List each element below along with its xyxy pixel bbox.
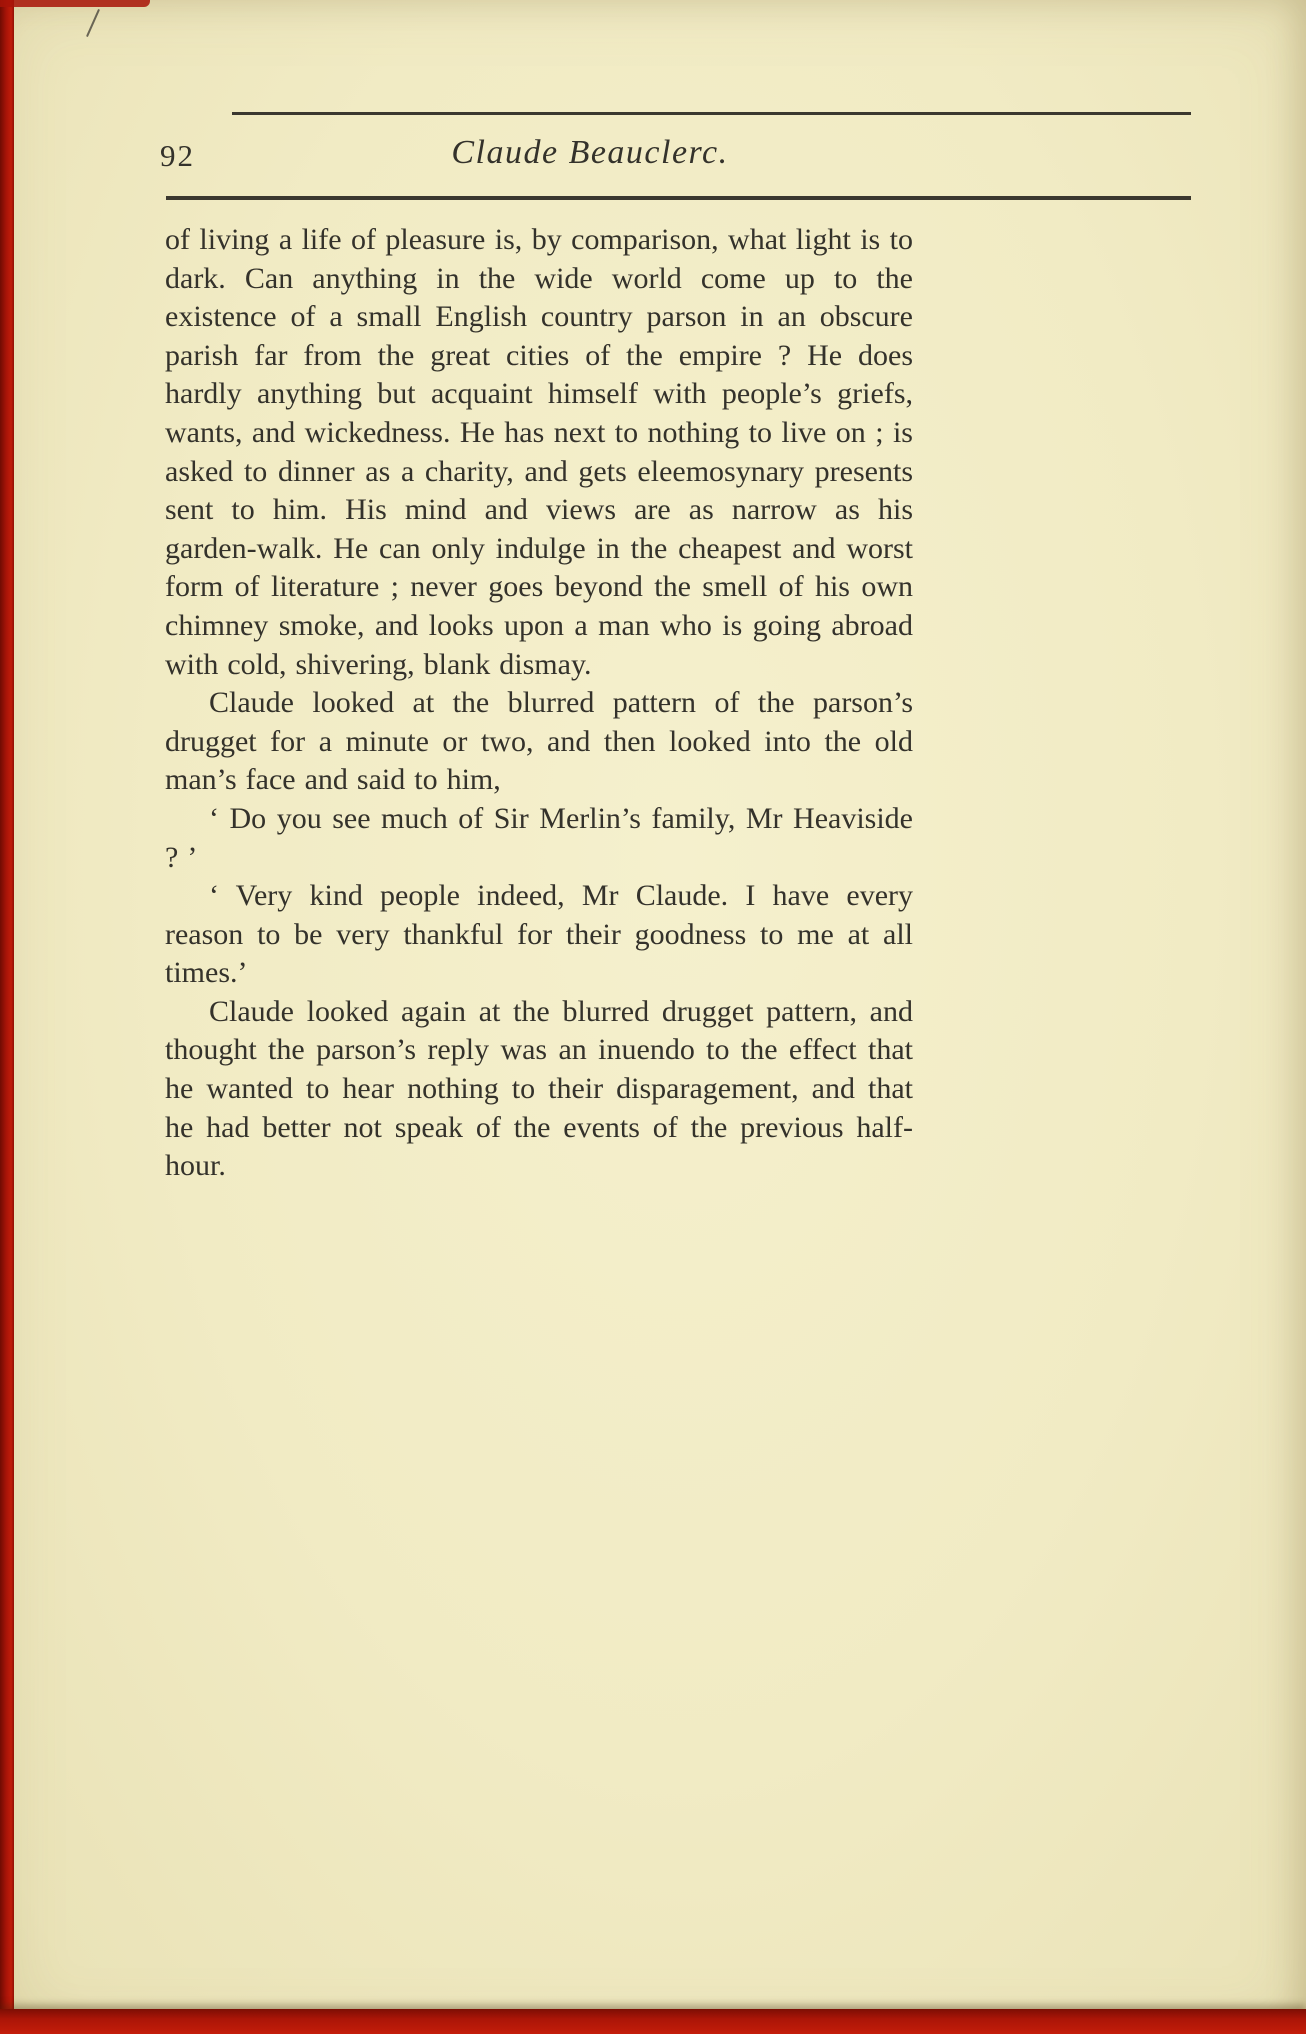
page-number: 92: [160, 138, 195, 173]
paragraph: ‘ Very kind people indeed, Mr Claude. I have every reason to be very thankful for their goodness to me at all times.’: [165, 879, 913, 990]
body-text: [165, 221, 913, 1186]
book-cover-edge-left: [0, 0, 14, 2034]
stray-mark: [86, 9, 100, 37]
book-cover-edge-bottom: [0, 2009, 1306, 2034]
header-rule-top: [232, 112, 1191, 115]
header-rule-bottom: [166, 196, 1191, 200]
paragraph: Claude looked at the blurred pattern of the parson’s drugget for a minute or two, and then looked into the old man’s face and said to him,: [165, 686, 913, 797]
paragraph: of living a life of pleasure is, by comparison, what light is to dark. Can anything in the wide world come up to the existence of a small English country parson in an obscure parish far from the great cities of the empire ? He does hardly anything but acquaint himself with people’s griefs, wants, and wickedness. He has next to nothing to live on ; is asked to dinner as a charity, and gets eleemosynary presents sent to him. His mind and views are as narrow as his garden-walk. He can only indulge in the cheapest and worst form of literature ; never goes beyond the smell of his own chimney smoke, and looks upon a man who is going abroad with cold, shivering, blank dismay.: [165, 223, 913, 681]
paragraph: ‘ Do you see much of Sir Merlin’s family, Mr Heaviside ? ’: [165, 801, 913, 874]
running-title: Claude Beauclerc.: [451, 134, 729, 171]
paragraph: Claude looked again at the blurred drugget pattern, and thought the parson’s reply was an inuendo to the effect that he wanted to hear nothing to their disparagement, and that he had better not speak of the events of the previous half-hour.: [165, 994, 913, 1183]
book-cover-edge-top: [0, 0, 150, 7]
